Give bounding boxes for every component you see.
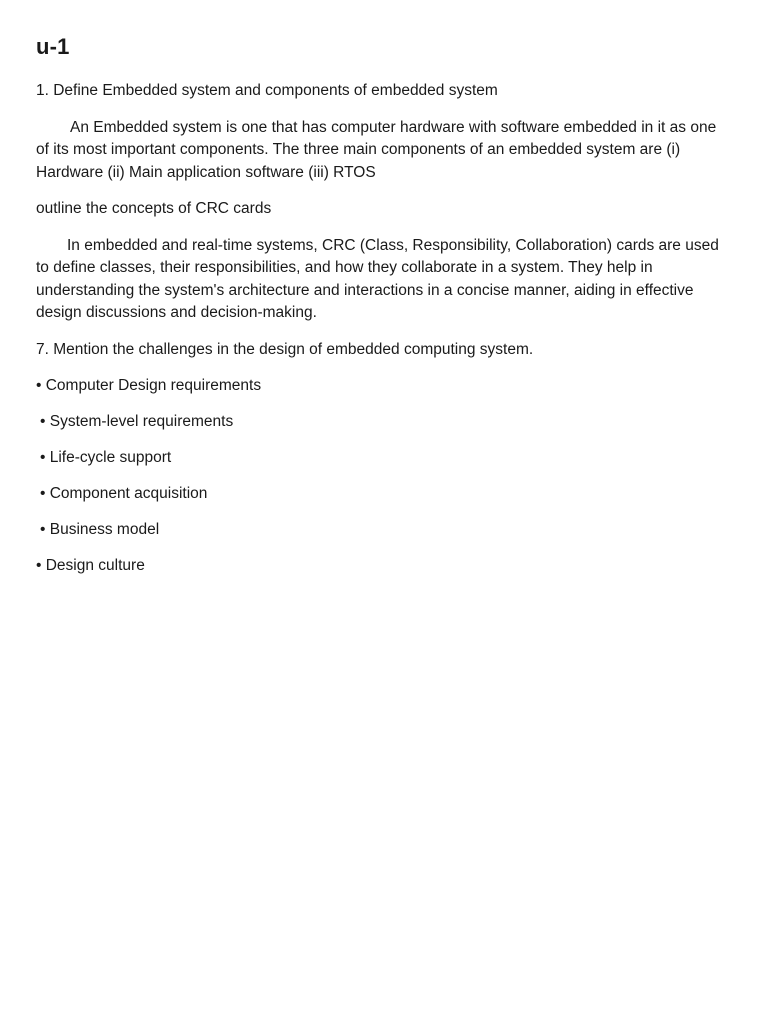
list-item: • Design culture bbox=[36, 557, 145, 574]
list-item: • Business model bbox=[40, 521, 160, 538]
list-item: • Component acquisition bbox=[40, 485, 208, 502]
list-item: • Life-cycle support bbox=[40, 449, 172, 466]
challenges-list bbox=[36, 375, 732, 578]
document-page bbox=[36, 32, 732, 591]
answer-2: In embedded and real-time systems, CRC (Class, Responsibility, Collaboration) cards are used to define classes, their responsibilities, and how they collaborate in a system. They help in understanding the system's architecture and interactions in a concise manner, aiding in effective design discussions and decision-making. bbox=[36, 236, 719, 321]
list-item: • Computer Design requirements bbox=[36, 377, 262, 394]
answer-1: An Embedded system is one that has computer hardware with software embedded in it as one of its most important components. The three main components of an embedded system are (i) Hardware (ii) Main application software (iii) RTOS bbox=[36, 118, 717, 181]
document-title: u-1 bbox=[36, 34, 70, 59]
question-1: 1. Define Embedded system and components of embedded system bbox=[36, 82, 498, 99]
list-item: • System-level requirements bbox=[40, 413, 234, 430]
question-2: outline the concepts of CRC cards bbox=[36, 200, 272, 217]
question-3: 7. Mention the challenges in the design of embedded computing system. bbox=[36, 340, 534, 358]
